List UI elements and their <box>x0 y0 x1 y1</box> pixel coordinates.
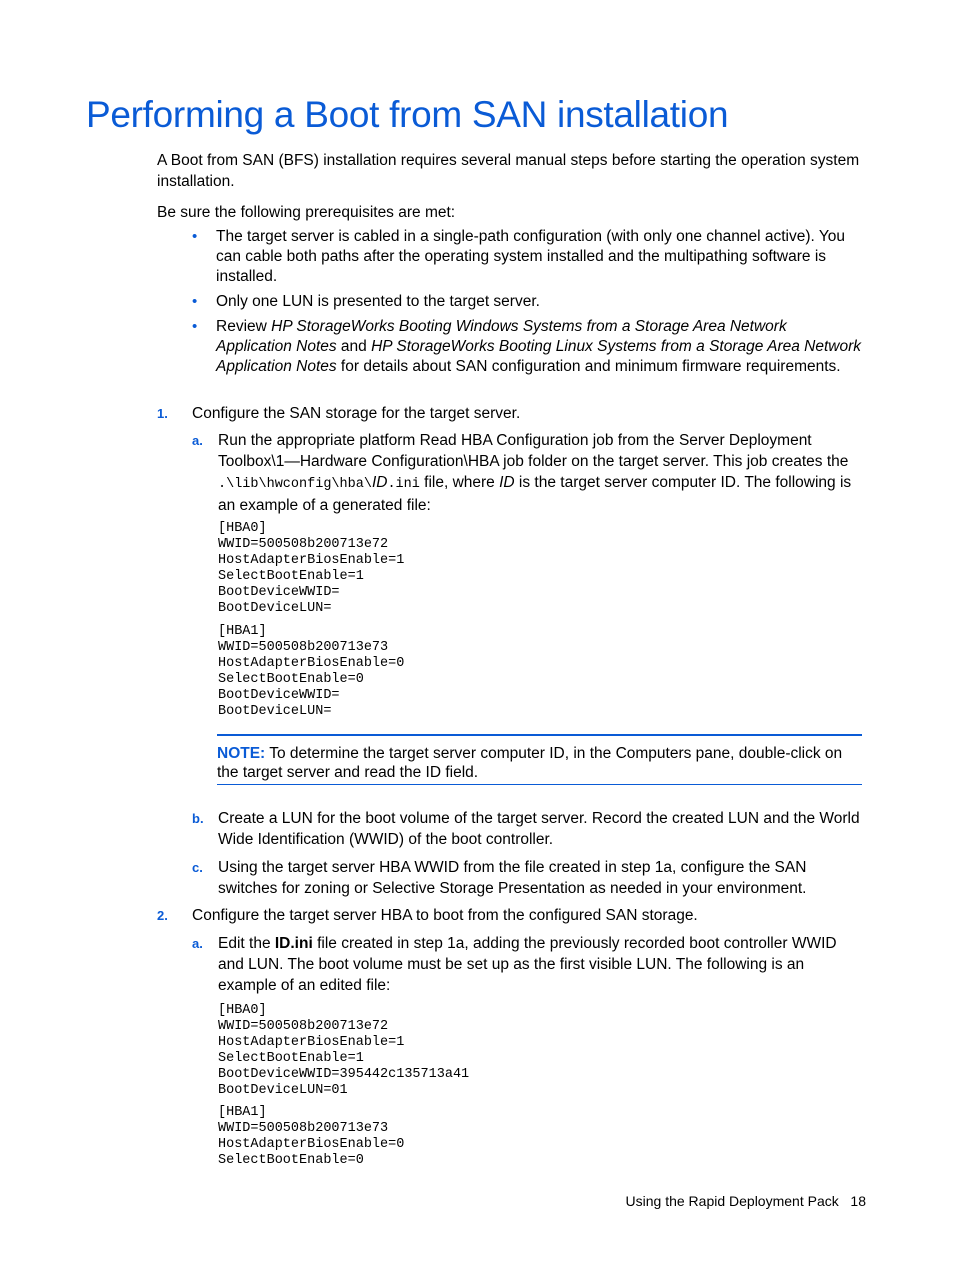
substep-1c: c. Using the target server HBA WWID from the file created in step 1a, configure the SAN switches for zoning or Selective Storage Presentation as needed in your environment. <box>192 859 807 897</box>
bullet-icon: • <box>192 228 198 245</box>
code-block-edited-hba1: [HBA1] WWID=500508b200713e73 HostAdapterBiosEnable=0 SelectBootEnable=0 <box>218 1105 405 1168</box>
list-item: • Review HP StorageWorks Booting Windows Systems from a Storage Area Network Application Notes and HP StorageWorks Booting Linux Systems from a Storage Area Network Application Notes for details about SAN configuration and minimum firmware requirements. <box>192 318 861 375</box>
substep-letter: c. <box>192 860 203 875</box>
prerequisite-list <box>157 227 862 382</box>
page-number: 18 <box>850 1193 866 1209</box>
bullet-icon: • <box>192 293 198 310</box>
prereq-intro: Be sure the following prerequisites are met: <box>157 204 456 221</box>
code-block-generated-hba0: [HBA0] WWID=500508b200713e72 HostAdapterBiosEnable=1 SelectBootEnable=1 BootDeviceWWID= BootDeviceLUN= <box>218 521 405 616</box>
note-text: To determine the target server computer ID, in the Computers pane, double-click on the target server and read the ID field. <box>217 745 843 781</box>
code-block-generated-hba1: [HBA1] WWID=500508b200713e73 HostAdapterBiosEnable=0 SelectBootEnable=0 BootDeviceWWID= BootDeviceLUN= <box>218 624 405 719</box>
substep-2a: a. Edit the ID.ini file created in step 1a, adding the previously recorded boot controller WWID and LUN. The boot volume must be set up as the first visible LUN. The following is an example of an edited file: <box>192 935 837 994</box>
note-box <box>217 734 862 785</box>
step-text: Configure the SAN storage for the target server. <box>192 405 521 422</box>
step-text: Configure the target server HBA to boot from the configured SAN storage. <box>192 907 698 924</box>
page-title: Performing a Boot from SAN installation <box>86 94 729 135</box>
intro-paragraph: A Boot from SAN (BFS) installation requires several manual steps before starting the operation system installation. <box>157 152 860 190</box>
substep-1b: b. Create a LUN for the boot volume of the target server. Record the created LUN and the World Wide Identification (WWID) of the boot controller. <box>192 810 860 848</box>
doc-reference-windows: HP StorageWorks Booting Windows Systems from a Storage Area Network Application Notes <box>216 318 787 355</box>
list-item: • Only one LUN is presented to the target server. <box>192 293 540 310</box>
file-path: .\lib\hwconfig\hba\ <box>218 477 372 492</box>
substep-letter: b. <box>192 811 204 826</box>
substep-letter: a. <box>192 936 203 951</box>
step-number: 1. <box>157 406 168 421</box>
note-label: NOTE: <box>217 745 266 762</box>
substep-1a: a. Run the appropriate platform Read HBA Configuration job from the Server Deployment Toolbox\1—Hardware Configuration\HBA job folder on the target server. This job creates the .\lib\hwconfig\hba\ID.ini file, where ID is the target server computer ID. The following is an example of a generated file: <box>192 432 852 514</box>
bullet-icon: • <box>192 318 198 335</box>
page-footer <box>626 1193 866 1209</box>
doc-reference-linux: HP StorageWorks Booting Linux Systems from a Storage Area Network Application Notes <box>216 338 861 375</box>
code-block-edited-hba0: [HBA0] WWID=500508b200713e72 HostAdapterBiosEnable=1 SelectBootEnable=1 BootDeviceWWID=395442c135713a41 BootDeviceLUN=01 <box>218 1003 470 1098</box>
substep-letter: a. <box>192 433 203 448</box>
list-item: • The target server is cabled in a single-path configuration (with only one channel active). You can cable both paths after the operating system installed and the multipathing software is installed. <box>192 228 845 285</box>
step-number: 2. <box>157 908 168 923</box>
file-name: ID.ini <box>274 935 313 952</box>
footer-text: Using the Rapid Deployment Pack <box>625 1193 839 1209</box>
